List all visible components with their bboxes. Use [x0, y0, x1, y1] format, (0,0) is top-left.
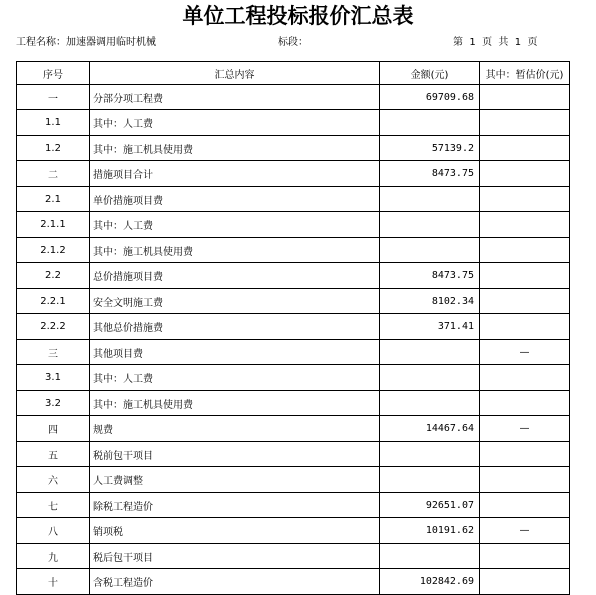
row-number: 二	[17, 161, 90, 187]
header-content: 汇总内容	[90, 62, 380, 85]
row-number: 八	[17, 518, 90, 544]
row-number: 3.2	[17, 391, 90, 416]
row-number: 1.2	[17, 136, 90, 161]
section-label: 标段：	[278, 37, 308, 48]
table-row	[17, 365, 570, 391]
row-content: 安全文明施工费	[90, 289, 380, 314]
row-estimate: —	[480, 340, 570, 365]
table-row	[17, 314, 570, 340]
row-estimate	[480, 238, 570, 263]
header-amount: 金额(元)	[380, 62, 480, 85]
table-row	[17, 340, 570, 365]
row-content: 税后包干项目	[90, 544, 380, 569]
row-amount	[380, 340, 480, 365]
row-estimate	[480, 569, 570, 595]
row-amount: 10191.62	[380, 518, 480, 544]
table-row	[17, 187, 570, 212]
row-number: 2.2.1	[17, 289, 90, 314]
table-row	[17, 110, 570, 136]
table-row	[17, 569, 570, 595]
table-row	[17, 544, 570, 569]
row-amount	[380, 442, 480, 467]
row-number: 十	[17, 569, 90, 595]
row-amount	[380, 391, 480, 416]
row-number: 1.1	[17, 110, 90, 136]
row-estimate	[480, 85, 570, 110]
row-amount	[380, 365, 480, 391]
table-row	[17, 467, 570, 493]
row-estimate	[480, 314, 570, 340]
row-estimate	[480, 136, 570, 161]
table-row	[17, 161, 570, 187]
table-row	[17, 493, 570, 518]
project-label: 工程名称：	[16, 37, 66, 48]
row-content: 其他总价措施费	[90, 314, 380, 340]
row-estimate	[480, 442, 570, 467]
table-header-row	[17, 62, 570, 85]
row-content: 措施项目合计	[90, 161, 380, 187]
row-number: 六	[17, 467, 90, 493]
row-content: 其中：人工费	[90, 110, 380, 136]
project-name: 加速器调用临时机械	[66, 37, 156, 48]
table-row	[17, 416, 570, 442]
row-number: 2.2	[17, 263, 90, 289]
row-number: 2.1.2	[17, 238, 90, 263]
row-estimate: —	[480, 416, 570, 442]
row-estimate	[480, 187, 570, 212]
row-content: 其中：人工费	[90, 365, 380, 391]
row-amount: 8473.75	[380, 263, 480, 289]
row-estimate	[480, 110, 570, 136]
summary-table	[16, 61, 570, 595]
row-number: 九	[17, 544, 90, 569]
row-estimate	[480, 161, 570, 187]
row-estimate	[480, 365, 570, 391]
row-estimate	[480, 212, 570, 238]
row-amount: 8473.75	[380, 161, 480, 187]
row-amount: 102842.69	[380, 569, 480, 595]
row-content: 其中：人工费	[90, 212, 380, 238]
header-no: 序号	[17, 62, 90, 85]
row-number: 3.1	[17, 365, 90, 391]
row-content: 分部分项工程费	[90, 85, 380, 110]
row-estimate	[480, 289, 570, 314]
row-amount	[380, 212, 480, 238]
project-info	[16, 36, 156, 50]
row-estimate	[480, 391, 570, 416]
row-amount: 92651.07	[380, 493, 480, 518]
row-amount: 57139.2	[380, 136, 480, 161]
row-number: 五	[17, 442, 90, 467]
header-estimate: 其中：暂估价(元)	[480, 62, 570, 85]
table-row	[17, 442, 570, 467]
table-row	[17, 518, 570, 544]
row-number: 2.1.1	[17, 212, 90, 238]
row-number: 2.1	[17, 187, 90, 212]
table-row	[17, 263, 570, 289]
table-row	[17, 391, 570, 416]
table-row	[17, 212, 570, 238]
row-content: 税前包干项目	[90, 442, 380, 467]
row-amount: 8102.34	[380, 289, 480, 314]
row-content: 其他项目费	[90, 340, 380, 365]
row-estimate	[480, 263, 570, 289]
row-content: 销项税	[90, 518, 380, 544]
row-number: 2.2.2	[17, 314, 90, 340]
row-estimate	[480, 544, 570, 569]
page-info: 第 1 页 共 1 页	[453, 37, 538, 48]
row-amount: 14467.64	[380, 416, 480, 442]
row-amount	[380, 238, 480, 263]
row-content: 总价措施项目费	[90, 263, 380, 289]
row-number: 四	[17, 416, 90, 442]
row-content: 单价措施项目费	[90, 187, 380, 212]
table-row	[17, 136, 570, 161]
row-amount	[380, 467, 480, 493]
row-number: 三	[17, 340, 90, 365]
row-amount	[380, 110, 480, 136]
row-number: 一	[17, 85, 90, 110]
row-amount: 371.41	[380, 314, 480, 340]
row-content: 规费	[90, 416, 380, 442]
row-content: 人工费调整	[90, 467, 380, 493]
table-row	[17, 289, 570, 314]
row-content: 其中：施工机具使用费	[90, 391, 380, 416]
row-amount: 69709.68	[380, 85, 480, 110]
table-row	[17, 238, 570, 263]
row-amount	[380, 187, 480, 212]
report-title: 单位工程投标报价汇总表	[182, 3, 414, 28]
row-content: 除税工程造价	[90, 493, 380, 518]
row-estimate: —	[480, 518, 570, 544]
table-row	[17, 85, 570, 110]
row-estimate	[480, 493, 570, 518]
row-estimate	[480, 467, 570, 493]
row-amount	[380, 544, 480, 569]
row-content: 其中：施工机具使用费	[90, 136, 380, 161]
row-number: 七	[17, 493, 90, 518]
row-content: 其中：施工机具使用费	[90, 238, 380, 263]
row-content: 含税工程造价	[90, 569, 380, 595]
